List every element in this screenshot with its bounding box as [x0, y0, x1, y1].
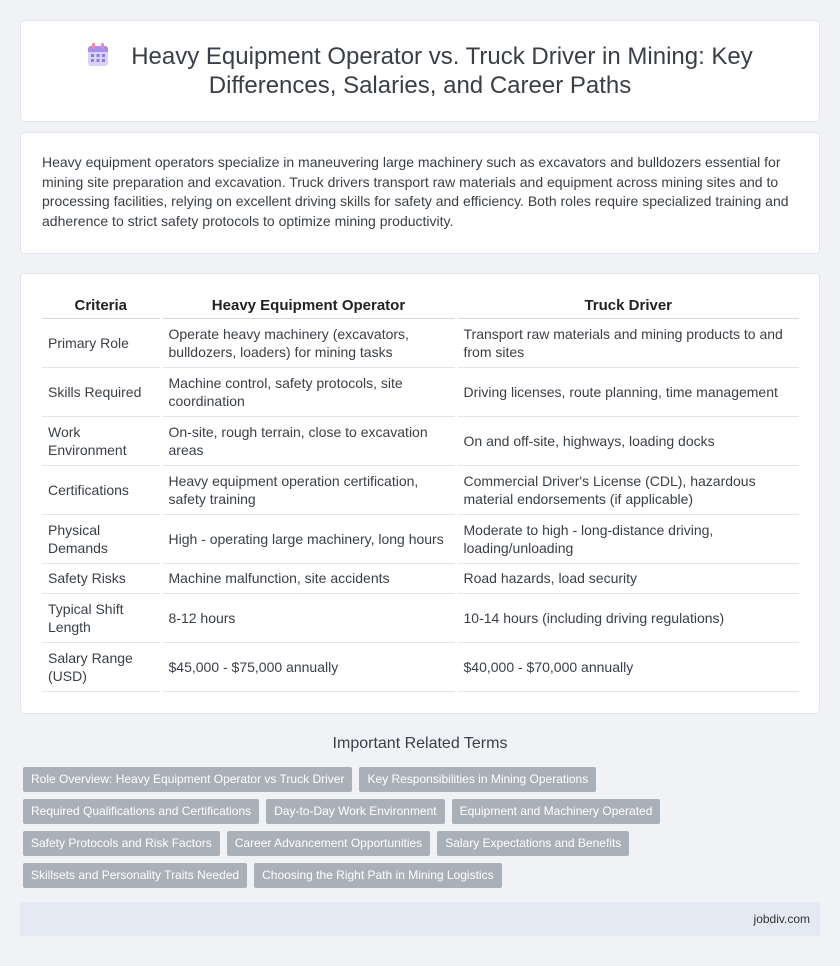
intro-card	[20, 132, 820, 254]
related-term-tag[interactable]: Required Qualifications and Certifications	[23, 799, 259, 824]
table-cell-truck-driver: On and off-site, highways, loading docks	[456, 416, 799, 465]
table-row	[42, 318, 799, 367]
table-row	[42, 563, 799, 593]
comparison-table	[42, 296, 799, 692]
page-title-text: Heavy Equipment Operator vs. Truck Driver in Mining: Key Differences, Salaries, and Career Paths	[131, 43, 753, 99]
column-header-truck-driver: Truck Driver	[456, 296, 799, 318]
table-cell-truck-driver: Moderate to high - long-distance driving, loading/unloading	[456, 514, 799, 563]
table-cell-operator: High - operating large machinery, long hours	[161, 514, 456, 563]
table-cell-operator: Machine malfunction, site accidents	[161, 563, 456, 593]
tag-row	[23, 767, 803, 792]
table-row	[42, 593, 799, 642]
table-cell-truck-driver: Road hazards, load security	[456, 563, 799, 593]
related-term-tag[interactable]: Salary Expectations and Benefits	[437, 831, 629, 856]
table-cell-criteria: Safety Risks	[42, 563, 161, 593]
table-cell-truck-driver: Driving licenses, route planning, time management	[456, 367, 799, 416]
table-cell-criteria: Work Environment	[42, 416, 161, 465]
table-cell-operator: Operate heavy machinery (excavators, bulldozers, loaders) for mining tasks	[161, 318, 456, 367]
table-cell-truck-driver: 10-14 hours (including driving regulations)	[456, 593, 799, 642]
footer-site-link[interactable]: jobdiv.com	[753, 912, 810, 926]
table-cell-criteria: Primary Role	[42, 318, 161, 367]
table-cell-operator: On-site, rough terrain, close to excavation areas	[161, 416, 456, 465]
tag-row	[23, 863, 803, 888]
related-term-tag[interactable]: Day-to-Day Work Environment	[266, 799, 445, 824]
table-cell-operator: $45,000 - $75,000 annually	[161, 642, 456, 691]
table-row	[42, 465, 799, 514]
table-row	[42, 514, 799, 563]
related-terms-title: Important Related Terms	[332, 735, 508, 752]
table-cell-truck-driver: Commercial Driver's License (CDL), hazardous material endorsements (if applicable)	[456, 465, 799, 514]
related-term-tag[interactable]: Skillsets and Personality Traits Needed	[23, 863, 247, 888]
comparison-card	[20, 273, 820, 714]
column-header-criteria: Criteria	[42, 296, 161, 318]
tag-row	[23, 799, 803, 824]
intro-paragraph: Heavy equipment operators specialize in maneuvering large machinery such as excavators and bulldozers essential for mining site preparation and excavation. Truck drivers transport raw materials and equipment across mining sites and to processing facilities, relying on excellent driving skills for safety and efficiency. Both roles require specialized training and adherence to strict safety protocols to optimize mining productivity.	[42, 154, 789, 229]
table-header-row	[42, 296, 799, 318]
table-cell-criteria: Physical Demands	[42, 514, 161, 563]
table-row	[42, 367, 799, 416]
footer	[20, 902, 820, 936]
related-term-tag[interactable]: Career Advancement Opportunities	[227, 831, 430, 856]
table-cell-criteria: Typical Shift Length	[42, 593, 161, 642]
table-cell-criteria: Certifications	[42, 465, 161, 514]
table-cell-truck-driver: Transport raw materials and mining products to and from sites	[456, 318, 799, 367]
table-cell-criteria: Skills Required	[42, 367, 161, 416]
related-term-tag[interactable]: Key Responsibilities in Mining Operations	[359, 767, 596, 792]
table-cell-truck-driver: $40,000 - $70,000 annually	[456, 642, 799, 691]
table-row	[42, 416, 799, 465]
related-term-tag[interactable]: Choosing the Right Path in Mining Logistics	[254, 863, 501, 888]
page-title	[61, 42, 779, 100]
table-cell-operator: 8-12 hours	[161, 593, 456, 642]
calendar-icon	[87, 43, 109, 67]
table-row	[42, 642, 799, 691]
column-header-operator: Heavy Equipment Operator	[161, 296, 456, 318]
table-cell-operator: Heavy equipment operation certification, safety training	[161, 465, 456, 514]
tag-row	[23, 831, 803, 856]
table-cell-criteria: Salary Range (USD)	[42, 642, 161, 691]
related-terms-list	[23, 767, 803, 895]
header-card	[20, 20, 820, 122]
related-term-tag[interactable]: Equipment and Machinery Operated	[452, 799, 661, 824]
table-cell-operator: Machine control, safety protocols, site coordination	[161, 367, 456, 416]
related-term-tag[interactable]: Safety Protocols and Risk Factors	[23, 831, 220, 856]
related-term-tag[interactable]: Role Overview: Heavy Equipment Operator vs Truck Driver	[23, 767, 352, 792]
